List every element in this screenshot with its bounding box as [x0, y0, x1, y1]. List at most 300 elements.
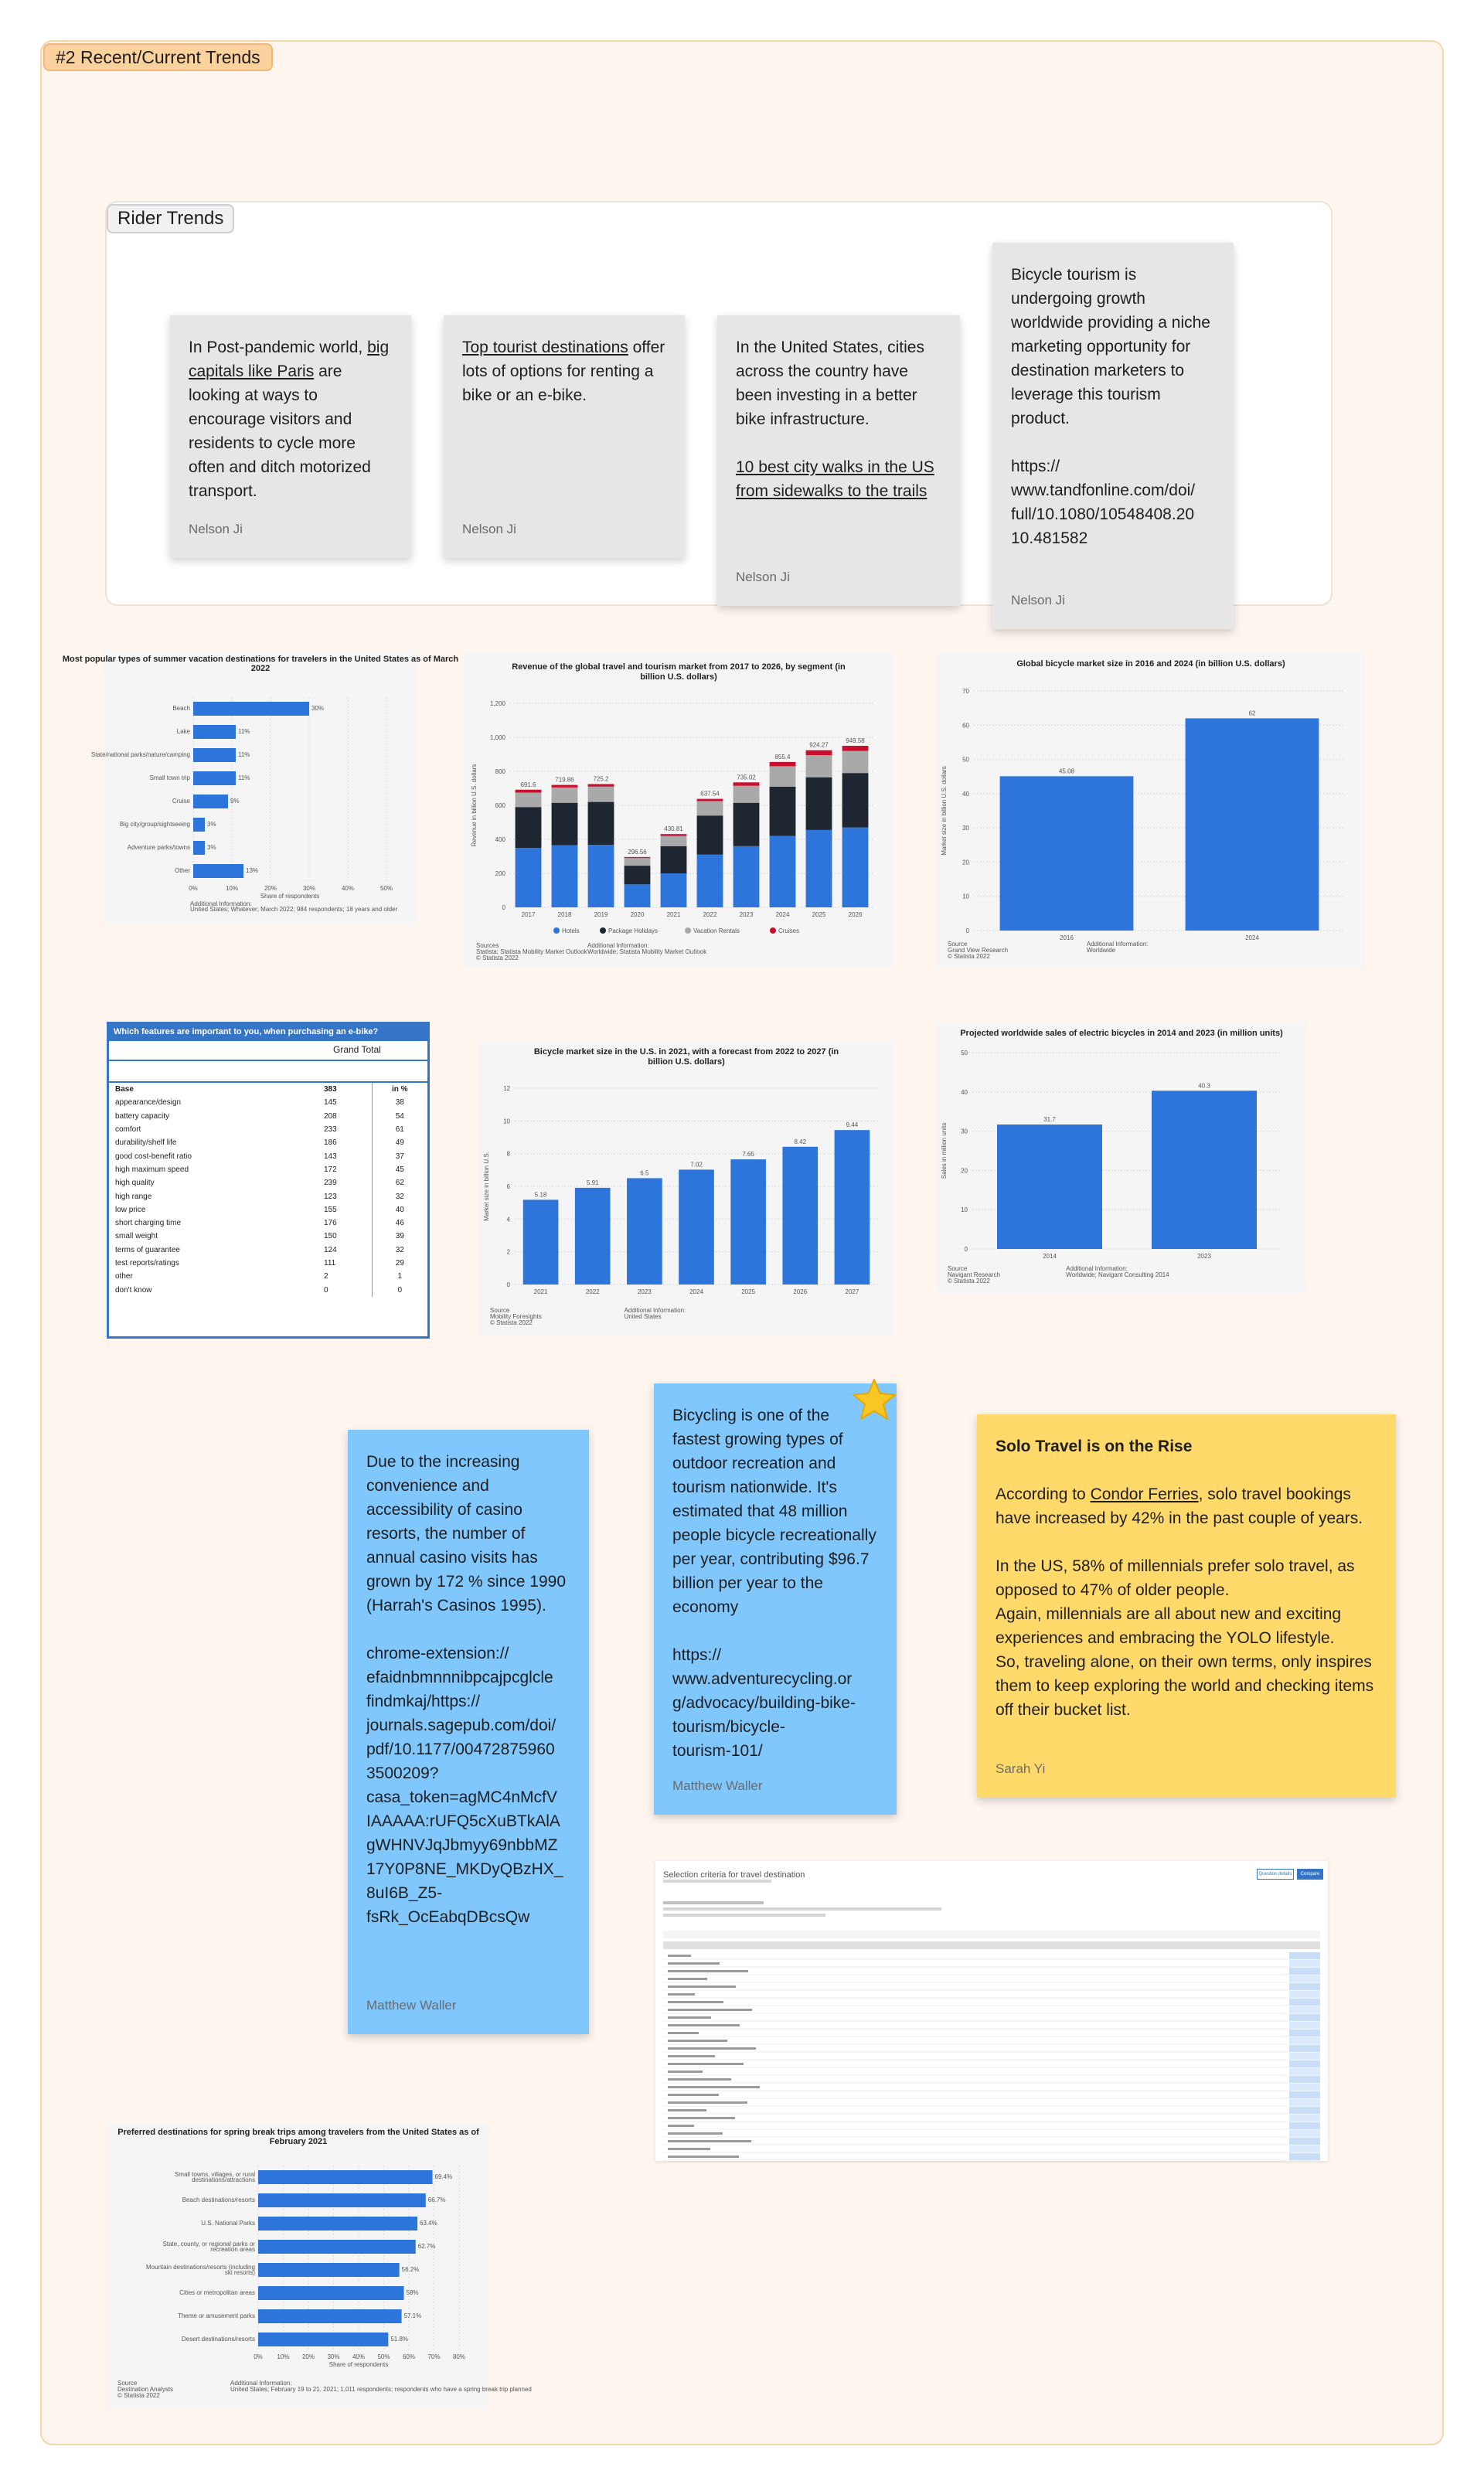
data-label: 69.4% [434, 2173, 453, 2180]
table-cell: 143 [318, 1149, 372, 1162]
legend-marker [770, 927, 776, 934]
table-cell: small weight [115, 1232, 158, 1241]
tick-label: 2021 [533, 1288, 548, 1295]
table-cell: 39 [395, 1232, 404, 1241]
chart-additional-info: Worldwide; Navigant Consulting 2014 [1066, 1271, 1169, 1278]
value-cell [1289, 2145, 1320, 2152]
table-row [109, 1203, 427, 1216]
bar [679, 1169, 714, 1285]
chart-title: billion U.S. dollars) [648, 1057, 725, 1067]
bar-segment [806, 755, 832, 778]
bar [258, 2170, 433, 2184]
tick-label: 4 [506, 1216, 510, 1223]
row-label [668, 2001, 723, 2003]
table-row [109, 1110, 427, 1123]
table-cell: comfort [115, 1125, 141, 1135]
row-label [668, 2094, 719, 2096]
bar-segment [661, 846, 687, 873]
note-text: Due to the increasing convenience and accessibility of casino resorts, the number of annual casino visits has grown by 172 % since 1990 (Harrah's Casinos 1995). [366, 1453, 566, 1615]
bar-segment [661, 836, 687, 846]
ebike-table-body [109, 1083, 427, 1297]
table-cell: 29 [395, 1259, 404, 1268]
tick-label: 2024 [689, 1288, 703, 1295]
chart-source: © Statista 2022 [117, 2392, 160, 2399]
value-cell [1289, 2060, 1320, 2067]
compare-button[interactable]: Compare [1297, 1869, 1323, 1880]
category-label: Other [174, 867, 190, 874]
bar-segment [552, 846, 578, 907]
legend-marker [553, 927, 560, 934]
data-label: 40.3 [1198, 1082, 1210, 1090]
note-author: Nelson Ji [1011, 593, 1065, 607]
bar-segment [806, 830, 832, 907]
question-details-button[interactable]: Question details [1257, 1869, 1294, 1880]
tick-label: 6 [506, 1183, 510, 1190]
category-label: State/national parks/nature/camping [90, 751, 190, 758]
bar [258, 2286, 404, 2300]
chart-source: Mobility Foresights [490, 1313, 542, 1320]
bar-segment [842, 828, 869, 907]
table-cell: don't know [115, 1285, 152, 1295]
value-cell [1289, 2122, 1320, 2129]
note-text: , solo travel bookings have increased by 42% in the past couple of years. [996, 1485, 1363, 1527]
table-cell: appearance/design [115, 1098, 182, 1108]
x-axis-label: Share of respondents [328, 2361, 389, 2368]
row-label [668, 1970, 748, 1972]
tick-label: 2018 [557, 911, 572, 918]
note-text: In the United States, cities across the country have been investing in a better bike infrastructure. [736, 339, 924, 428]
note-author: Nelson Ji [189, 522, 243, 536]
table-cell: 150 [318, 1230, 372, 1243]
tick-label: 2027 [845, 1288, 859, 1295]
bar [258, 2309, 402, 2323]
chart-source: © Statista 2022 [948, 1278, 990, 1285]
note-author: Matthew Waller [366, 1998, 457, 2013]
bar [193, 841, 205, 855]
bar [193, 725, 236, 739]
tick-label: 20% [264, 885, 277, 892]
data-label: 62 [1248, 709, 1256, 717]
note-author: Nelson Ji [736, 570, 790, 584]
chart-source: Navigant Research [948, 1271, 1001, 1278]
chart-source: Statista; Statista Mobility Market Outlook [476, 948, 587, 955]
bar [193, 771, 236, 785]
table-cell: 383 [318, 1083, 372, 1096]
tick-label: 2023 [1197, 1253, 1211, 1260]
selection-table-graphic [655, 1861, 1328, 2161]
chart-global-bicycle-market[interactable] [937, 652, 1365, 969]
table-cell: high quality [115, 1179, 155, 1188]
chart-title: Preferred destinations for spring break trips among travelers from the United States as of [117, 2128, 479, 2137]
data-label: 725.2 [593, 775, 609, 783]
tick-label: 2022 [585, 1288, 600, 1295]
tick-label: 2021 [666, 911, 681, 918]
bar-segment [806, 750, 832, 755]
table-row [109, 1216, 427, 1230]
tick-label: 30 [961, 1128, 968, 1135]
tick-label: 2025 [741, 1288, 756, 1295]
table-cell: terms of guarantee [115, 1245, 180, 1254]
note-url[interactable]: https:// www.adventurecycling.or g/advocacy/building-bike- tourism/bicycle- tourism-101/ [672, 1646, 856, 1760]
category-label: Small towns, villages, or rural [174, 2171, 255, 2178]
table-row [109, 1096, 427, 1109]
table-cell: 186 [318, 1136, 372, 1149]
category-label: Big city/group/sightseeing [119, 821, 190, 828]
value-cell [1289, 2107, 1320, 2114]
bar-segment [733, 782, 760, 785]
selection-title: Selection criteria for travel destination [663, 1870, 805, 1880]
data-label: 3% [207, 844, 216, 851]
sticky-note-us-cities[interactable] [717, 315, 960, 606]
row-label [668, 2117, 735, 2119]
data-label: 7.02 [690, 1161, 703, 1169]
table-header [663, 1941, 1320, 1949]
tick-label: 40% [352, 2353, 366, 2360]
bar [575, 1188, 611, 1285]
sticky-note-solo-travel[interactable] [977, 1414, 1396, 1798]
row-label [668, 1993, 695, 1996]
data-label: 9.44 [846, 1121, 859, 1129]
note-text: Bicycle tourism is undergoing growth worldwide providing a niche marketing opportunity for destination marketers to leverage this tourism product. [1011, 266, 1210, 427]
bar-segment [697, 815, 723, 855]
note-text: Bicycling is one of the fastest growing types of outdoor recreation and tourism nationwide. It's estimated that 48 million people bicycle recreationally per year, contributing $96.7 billion per year to the economy [672, 1407, 876, 1616]
tick-label: 2023 [637, 1288, 652, 1295]
bar-segment [697, 855, 723, 907]
table-cell: 172 [318, 1163, 372, 1176]
bar [193, 795, 228, 808]
row-label [668, 2148, 710, 2150]
chart-spring-break[interactable] [107, 2124, 532, 2410]
sticky-note-bicycle-tourism[interactable] [992, 243, 1234, 629]
table-cell: 0 [318, 1283, 372, 1296]
chart-source: Source [117, 2380, 138, 2387]
legend-label: Hotels [562, 927, 580, 934]
chart-title: Revenue of the global travel and tourism market from 2017 to 2026, by segment (in [512, 662, 846, 672]
chart-title: Global bicycle market size in 2016 and 2024 (in billion U.S. dollars) [1016, 659, 1285, 669]
bar-segment [806, 778, 832, 830]
sticky-note-destinations[interactable] [444, 315, 685, 558]
category-label: Small town trip [149, 774, 190, 781]
value-cell [1289, 2006, 1320, 2013]
bar [258, 2263, 400, 2277]
data-label: 735.02 [737, 774, 756, 781]
table-cell: 46 [395, 1219, 404, 1228]
category-label: Theme or amusement parks [177, 2312, 255, 2319]
table-row [109, 1123, 427, 1136]
note-url[interactable]: chrome-extension:// efaidnbmnnnibpcajpcglcle findmkaj/https:// journals.sagepub.com/doi/ pdf/10.1177/00472875960 3500209? casa_token=agMC4nMcfV IAAAAA:rUFQ5cXuBTkAlA gWHNVJqJbmyy69nbbMZ 17Y0P8NE_MKDyQBzHX_ 8uI6B_Z5- fsRk_OcEabqDBcsQw [366, 1645, 563, 1926]
category-label: Cities or metropolitan areas [179, 2289, 255, 2296]
note-text: According to [996, 1485, 1091, 1503]
value-cell [1289, 1975, 1320, 1982]
chart-additional-info: Additional Information: [190, 900, 252, 907]
tick-label: 2019 [594, 911, 608, 918]
category-label: Beach [172, 705, 190, 712]
data-label: 58% [406, 2289, 419, 2296]
table-row [109, 1176, 427, 1189]
tick-label: 0 [965, 927, 969, 934]
text-line [663, 1907, 941, 1911]
sticky-note-casino[interactable] [348, 1430, 589, 2034]
y-axis-label: Revenue in billion U.S. dollars [471, 764, 478, 847]
table-cell: in % [391, 1085, 408, 1094]
bar-segment [842, 773, 869, 827]
tick-label: 2014 [1043, 1253, 1057, 1260]
table-cell: 2 [318, 1270, 372, 1283]
chart-us-bicycle-market[interactable] [479, 1040, 893, 1336]
row-label [668, 2063, 744, 2065]
chart-source: Source [948, 941, 968, 948]
chart-title: billion U.S. dollars) [640, 672, 717, 682]
table-cell: 155 [318, 1203, 372, 1216]
table-cell: 45 [395, 1165, 404, 1174]
chart-additional-info: United States [624, 1313, 662, 1320]
bar-segment [552, 788, 578, 803]
bar [782, 1147, 818, 1285]
row-label [668, 1962, 720, 1965]
chart-title: Most popular types of summer vacation destinations for travelers in the United States as of March [62, 655, 459, 664]
note-text: are looking at ways to encourage visitors and residents to cycle more often and ditch motorized transport. [189, 362, 371, 500]
chart-travel-revenue[interactable] [464, 652, 893, 968]
bar-segment [588, 845, 614, 907]
tick-label: 70% [427, 2353, 441, 2360]
value-cell [1289, 1952, 1320, 1959]
selection-criteria-screenshot[interactable] [655, 1861, 1328, 2161]
row-label [668, 2032, 699, 2034]
row-label [668, 2040, 727, 2042]
tick-label: 30% [327, 2353, 340, 2360]
table-cell: other [115, 1272, 133, 1281]
value-cell [1289, 2138, 1320, 2145]
category-label: State, county, or regional parks or [162, 2241, 255, 2248]
y-axis-label: Market size in billion U.S. [483, 1152, 490, 1221]
data-label: 7.65 [742, 1151, 754, 1159]
table-row [109, 1244, 427, 1257]
chart-additional-info: Additional Information: [587, 942, 649, 949]
chart-source: © Statista 2022 [948, 953, 990, 960]
table-cell: durability/shelf life [115, 1138, 177, 1148]
value-cell [1289, 1999, 1320, 2006]
bar [258, 2240, 416, 2254]
tick-label: 2023 [739, 911, 754, 918]
note-author: Sarah Yi [996, 1761, 1046, 1776]
data-label: 66.7% [427, 2196, 446, 2203]
bar [835, 1130, 870, 1285]
category-label: Lake [176, 728, 190, 735]
tick-label: 12 [503, 1085, 510, 1092]
ebike-features-table[interactable] [107, 1022, 430, 1339]
tick-label: 20 [961, 1167, 968, 1175]
chart-additional-info: Additional Information: [1086, 941, 1149, 948]
table-row [109, 1136, 427, 1149]
note-link[interactable]: Top tourist destinations [462, 339, 628, 356]
data-label: 56.2% [401, 2266, 420, 2273]
tick-label: 60% [402, 2353, 416, 2360]
table-cell: 40 [395, 1205, 404, 1214]
value-cell [1289, 2037, 1320, 2044]
data-label: 11% [238, 728, 250, 735]
value-cell [1289, 2022, 1320, 2029]
chart-additional-info: United States; Whatever; March 2022; 984 respondents; 18 years and older [190, 906, 398, 913]
legend-label: Package Holidays [608, 927, 659, 934]
value-cell [1289, 2099, 1320, 2106]
tick-label: 600 [495, 802, 505, 809]
category-label: destinations/attractions [192, 2176, 255, 2183]
frame-label[interactable]: #2 Recent/Current Trends [43, 43, 273, 71]
table-row [109, 1257, 427, 1270]
bar-segment [516, 790, 542, 793]
bar [1000, 776, 1134, 931]
data-label: 13% [246, 867, 259, 874]
sticky-note-paris[interactable] [170, 315, 411, 558]
tick-label: 70 [962, 688, 969, 695]
bar [997, 1125, 1102, 1249]
category-label: Beach destinations/resorts [182, 2196, 255, 2203]
table-row [109, 1230, 427, 1243]
tick-label: 0 [502, 904, 505, 911]
category-label: Cruise [172, 798, 190, 805]
bar-segment [625, 857, 651, 858]
value-cell [1289, 1983, 1320, 1990]
value-cell [1289, 2076, 1320, 2083]
section-label[interactable]: Rider Trends [107, 204, 234, 233]
bar [627, 1178, 662, 1285]
data-label: 296.56 [628, 848, 647, 856]
bar [193, 864, 243, 878]
note-link[interactable]: Condor Ferries [1090, 1485, 1199, 1503]
subtitle-line [663, 1880, 771, 1883]
bar-segment [588, 802, 614, 845]
table-cell: 38 [395, 1098, 404, 1108]
bar [1152, 1091, 1257, 1249]
data-label: 51.8% [390, 2336, 409, 2343]
text-line [663, 1901, 764, 1904]
bar-segment [552, 785, 578, 788]
data-label: 855.4 [774, 753, 791, 761]
chart-summer-destinations[interactable] [62, 651, 459, 926]
note-url[interactable]: https:// www.tandfonline.com/doi/ full/10.1080/10548408.20 10.481582 [1011, 458, 1196, 547]
chart-source: Destination Analysts [117, 2386, 174, 2393]
note-text: In the US, 58% of millennials prefer solo travel, as opposed to 47% of older people. Again, millennials are all about new and exciting experiences and embracing the YOLO lifestyle. So, traveling alone, on their own terms, only inspires them to keep exploring the world and checking items off their bucket list. [996, 1557, 1374, 1719]
data-label: 45.08 [1058, 767, 1075, 775]
value-cell [1289, 2053, 1320, 2060]
bar-segment [625, 858, 651, 866]
chart-additional-info: Additional Information: [1066, 1265, 1128, 1272]
table-cell: 62 [395, 1179, 404, 1188]
tick-label: 40% [341, 885, 355, 892]
row-label [668, 2086, 760, 2088]
category-label: Adventure parks/towns [127, 844, 190, 851]
table-cell: high maximum speed [115, 1165, 189, 1174]
chart-source: Source [948, 1265, 968, 1272]
bar [1186, 718, 1319, 931]
tick-label: 2020 [630, 911, 645, 918]
chart-title: Projected worldwide sales of electric bicycles in 2014 and 2023 (in million units) [960, 1029, 1283, 1038]
table-row [109, 1163, 427, 1176]
table-row [109, 1149, 427, 1162]
category-label: recreation areas [210, 2246, 255, 2253]
row-label [668, 2055, 715, 2057]
bar-segment [625, 866, 651, 884]
note-link[interactable]: 10 best city walks in the US from sidewalks to the trails [736, 458, 934, 500]
tick-label: 2 [506, 1248, 510, 1256]
table-cell: test reports/ratings [115, 1259, 179, 1268]
tick-label: 50% [380, 885, 393, 892]
data-label: 949.58 [846, 737, 865, 744]
table-cell: 239 [318, 1176, 372, 1189]
category-label: Desert destinations/resorts [181, 2336, 255, 2343]
tick-label: 2026 [793, 1288, 808, 1295]
row-label [668, 2078, 731, 2081]
table-cell: 123 [318, 1189, 372, 1203]
bar-segment [733, 846, 760, 907]
category-label: Mountain destinations/resorts (including [146, 2264, 255, 2271]
table-cell: good cost-benefit ratio [115, 1152, 192, 1161]
star-icon [850, 1377, 898, 1425]
row-label [668, 2009, 752, 2011]
tick-label: 2022 [703, 911, 717, 918]
bar-segment [733, 786, 760, 803]
table-row [109, 1189, 427, 1203]
table-cell: 208 [318, 1110, 372, 1123]
bar-segment [552, 803, 578, 846]
data-label: 8.42 [794, 1138, 807, 1145]
data-label: 924.27 [809, 741, 829, 749]
value-cell [1289, 2091, 1320, 2098]
table-row [109, 1270, 427, 1283]
bar-segment [661, 834, 687, 835]
bar-segment [770, 836, 796, 907]
table-cell: battery capacity [115, 1111, 170, 1121]
bar-segment [516, 807, 542, 848]
tick-label: 1,200 [489, 700, 505, 707]
chart-title: Bicycle market size in the U.S. in 2021, with a forecast from 2022 to 2027 (in [533, 1047, 839, 1057]
tick-label: 30% [302, 885, 316, 892]
tick-label: 200 [495, 870, 505, 877]
tick-label: 10% [225, 885, 239, 892]
table-cell: 176 [318, 1216, 372, 1230]
data-label: 6.5 [640, 1169, 649, 1177]
bar [193, 702, 309, 716]
table-cell: 1 [397, 1272, 403, 1281]
chart-source: Source [490, 1307, 510, 1314]
chart-title: 2022 [250, 664, 271, 673]
bar [730, 1159, 766, 1285]
row-label [668, 1955, 691, 1957]
bar-segment [516, 848, 542, 907]
data-label: 5.91 [586, 1179, 599, 1186]
data-label: 11% [238, 774, 250, 781]
value-cell [1289, 2068, 1320, 2075]
data-label: 11% [238, 751, 250, 758]
tick-label: 0 [964, 1246, 968, 1253]
bar-segment [588, 784, 614, 787]
chart-ebike-sales[interactable] [937, 1022, 1306, 1294]
value-cell [1289, 2153, 1320, 2160]
sticky-note-bicycling[interactable] [654, 1383, 897, 1815]
tick-label: 2024 [775, 911, 790, 918]
table-row [109, 1283, 427, 1296]
row-label [668, 2125, 694, 2127]
note-author: Nelson Ji [462, 522, 516, 536]
table-cell: 37 [395, 1152, 404, 1161]
tick-label: 50 [961, 1050, 968, 1057]
data-label: 637.54 [700, 790, 720, 798]
row-label [668, 2132, 723, 2135]
note-link[interactable]: big capitals like Paris [189, 339, 390, 380]
table-cell: 32 [395, 1245, 404, 1254]
note-text: In Post-pandemic world, [189, 339, 368, 356]
table-cell: 32 [395, 1192, 404, 1201]
